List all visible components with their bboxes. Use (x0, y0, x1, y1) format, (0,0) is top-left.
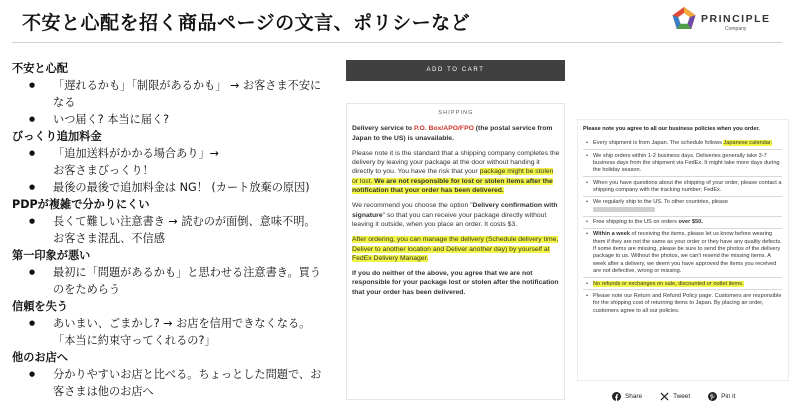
shipping-panel (346, 103, 565, 400)
policy-text: Within a week (593, 231, 630, 238)
highlighted-text: We are not responsible for lost or stolen items after the notification that your order has been delivered. (352, 177, 553, 195)
policy-text: of receiving the items, please let us know before wearing them if they are not the same as your order or they have any quality defects. If some items are missing, please be sure to send the photos of the delivery package to us. Without the photos, we can't resend the missing items. A week after a delivery, we deem you have approved the items you received are not defective, wrong or missing. (593, 231, 782, 275)
shipping-text: " so that you can receive your package directly without leaving it outside, when you place an order. It costs $3. (352, 211, 547, 228)
shipping-paragraph: If you do neither of the above, you agree that we are not responsible for your package lost or stolen after the notification that your order has been delivered. (352, 270, 559, 296)
shipping-paragraph (352, 201, 560, 229)
shipping-paragraph (352, 124, 560, 143)
principle-logo-icon (671, 6, 697, 32)
shipping-text: (the postal service from Japan to the US) is unavailable. (352, 125, 553, 142)
list-item-line: 客さまは他のお店へ (53, 385, 154, 398)
issue-list (12, 60, 330, 400)
share-label: Share (625, 393, 643, 400)
policy-item (583, 293, 782, 315)
highlighted-text: No refunds or exchanges on sale, discounted or outlet items. (593, 280, 744, 287)
divider (583, 216, 782, 217)
policy-text: over $50. (678, 219, 703, 226)
divider (583, 228, 782, 229)
policy-text: Free shipping to the US on orders (593, 219, 679, 226)
divider (583, 176, 782, 177)
company-logo (671, 6, 781, 40)
list-item (12, 366, 330, 400)
divider (583, 277, 782, 278)
policy-text: Please note our Return and Refund Policy page. Customers are responsible for the shipping cost of returning items to Japan. By placing an order, customers agree to all our policies. (593, 292, 782, 314)
list-item-line: ● 「遅れるかも」「制限があるかも」 → お客さま不安に (53, 79, 322, 92)
page-title: 不安と心配を招く商品ページの文言、ポリシーなど (22, 12, 471, 34)
list-item (12, 315, 330, 349)
policy-item (583, 281, 782, 288)
redacted-email (593, 207, 655, 212)
divider (583, 289, 782, 290)
list-item (12, 179, 330, 196)
pinterest-icon (708, 392, 717, 401)
section-heading: 不安と心配 (12, 62, 68, 75)
logo-name: PRINCIPLE (701, 13, 771, 25)
policy-item (583, 199, 782, 214)
policy-panel (577, 119, 789, 381)
list-item-line: ● 「追加送料がかかる場合あり」→ (53, 147, 219, 160)
share-bar (612, 392, 753, 401)
policy-text: When you have questions about the shipping of your order, please contact a shipping company with the tracking number; FedEx. (593, 179, 782, 194)
list-item-line: お客さまびっくり！ (53, 164, 154, 177)
policy-item (583, 231, 782, 275)
share-label: Pin it (721, 393, 736, 400)
list-item-line: のをためらう (53, 283, 121, 296)
list-item-line: ● 分かりやすいお店と比べる。ちょっとした問題で、お (53, 368, 322, 381)
list-item (12, 111, 330, 128)
list-item (12, 213, 330, 247)
section-heading: びっくり追加料金 (12, 130, 102, 143)
list-item-line: ● あいまい、ごまかし? → お店を信用できなくなる。 (53, 317, 311, 330)
policy-item (583, 219, 782, 226)
x-icon (660, 392, 669, 401)
list-item-line: なる (53, 96, 76, 109)
highlighted-text: After ordering, you can manage the delivery (Schedule delivery time, Deliver to another location and Deliver another day) by yourself at FedEx Delivery Manager. (352, 236, 559, 262)
list-item (12, 77, 330, 111)
list-item (12, 145, 330, 179)
policy-item (583, 153, 782, 175)
highlighted-text: Japanese calendar. (723, 140, 773, 147)
policy-intro: Please note you agree to all our business policies when you order. (583, 126, 760, 132)
list-item-line: ● いつ届く? 本当に届く? (53, 113, 170, 126)
section-heading: 第一印象が悪い (12, 249, 91, 262)
shipping-text: We recommend you choose the option " (352, 202, 473, 210)
x-share-button[interactable] (660, 392, 690, 401)
list-item-line: ● 最初に「問題があるかも」と思わせる注意書き。買う (53, 266, 322, 279)
section-heading: 信頼を失う (12, 300, 68, 313)
po-box-link[interactable]: P.O. Box/APO/FPO (413, 125, 474, 133)
share-label: Tweet (673, 393, 691, 400)
policy-text: Every shipment is from Japan. The schedule follows (593, 140, 724, 147)
logo-subtitle: Company (725, 26, 747, 32)
policy-item (583, 180, 782, 195)
list-item (12, 264, 330, 298)
list-item-line: ● 最後の最後で追加料金は NG！ (カート放棄の原因) (53, 181, 310, 194)
header-divider (12, 42, 782, 43)
list-item-line: ● 長くて難しい注意書き → 読むのが面倒、意味不明。 (53, 215, 316, 228)
facebook-icon (612, 392, 621, 401)
divider (583, 149, 782, 150)
policy-text: We regularly ship to the US. To other countries, please (593, 199, 729, 206)
shipping-text: Please note it is the standard that a shipping company completes the delivery by leaving your package at the door without handing it directly to you. You have the risk that your (352, 149, 560, 176)
list-item-line: お客さま混乱、不信感 (53, 232, 165, 245)
facebook-share-button[interactable] (612, 392, 642, 401)
add-to-cart-button[interactable]: ADD TO CART (346, 60, 565, 81)
policy-list (583, 140, 782, 315)
highlighted-text: package might be stolen or lost. (352, 168, 554, 185)
policy-text: We ship orders within 1-2 business days. Deliveries generally take 3-7 business days from the shipment via FedEx. It might take more days during the holiday season. (593, 152, 780, 174)
list-item-line: 「本当に約束守ってくれるの?」 (53, 334, 216, 347)
policy-item (583, 140, 782, 147)
shipping-paragraph (352, 235, 560, 263)
shipping-heading: SHIPPING (438, 110, 474, 116)
shipping-text: Delivery service to (352, 125, 414, 133)
shipping-paragraph (352, 149, 560, 195)
shipping-text: Delivery confirmation with signature (352, 202, 558, 219)
pinterest-share-button[interactable] (708, 392, 735, 401)
section-heading: PDPが複雑で分かりにくい (12, 198, 150, 211)
divider (583, 196, 782, 197)
section-heading: 他のお店へ (12, 351, 68, 364)
